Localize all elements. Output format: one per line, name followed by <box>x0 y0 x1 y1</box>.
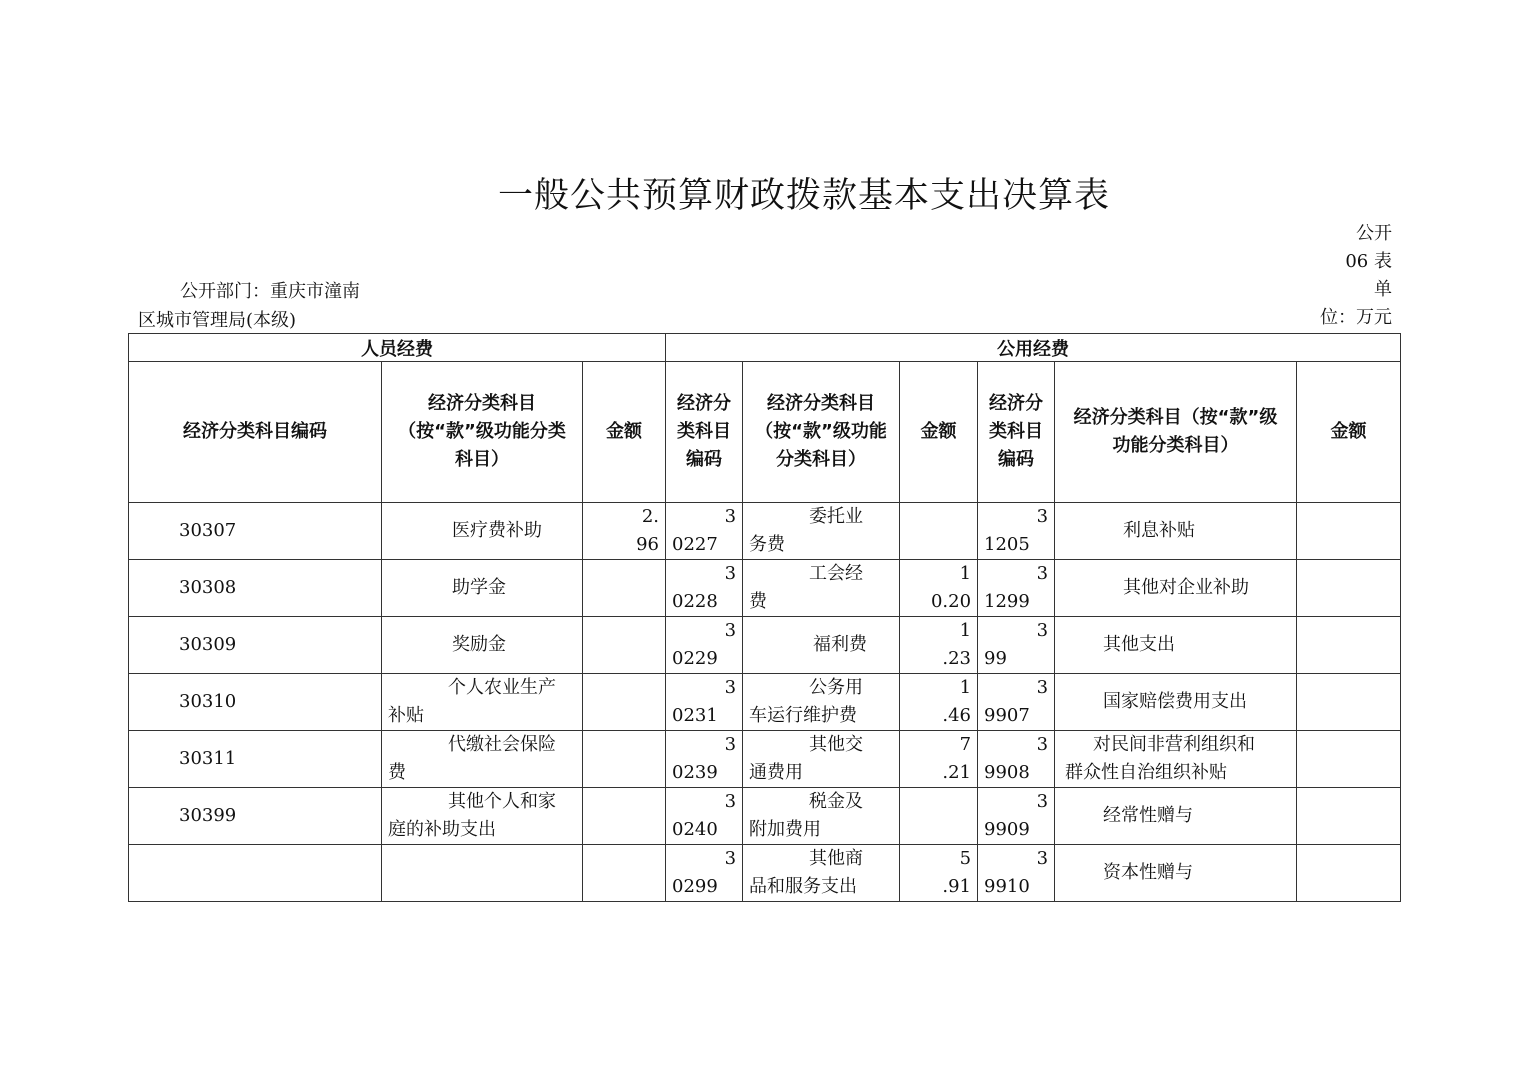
amount-cell: 5 .91 <box>900 845 978 902</box>
form-label-line: 单 <box>1374 279 1392 300</box>
table-row <box>129 617 1401 674</box>
code-cell: 3 1205 <box>978 503 1055 560</box>
table-row <box>129 845 1401 902</box>
group-public: 公用经费 <box>666 334 1401 362</box>
code-cell: 3 9907 <box>978 674 1055 731</box>
department-line1: 公开部门：重庆市潼南 <box>180 281 360 302</box>
group-personnel: 人员经费 <box>129 334 666 362</box>
code-cell: 3 0227 <box>666 503 743 560</box>
code-cell: 30308 <box>129 560 382 617</box>
name-cell: 助学金 <box>382 560 583 617</box>
department-line2: 区城市管理局(本级) <box>138 310 297 331</box>
name-cell: 公务用 车运行维护费 <box>743 674 900 731</box>
header-code: 经济分类科目编码 <box>129 362 382 503</box>
header-amount: 金额 <box>1297 362 1401 503</box>
name-cell: 个人农业生产 补贴 <box>382 674 583 731</box>
code-cell: 3 1299 <box>978 560 1055 617</box>
amount-cell <box>1297 674 1401 731</box>
amount-cell <box>1297 617 1401 674</box>
name-cell: 医疗费补助 <box>382 503 583 560</box>
code-cell: 30399 <box>129 788 382 845</box>
amount-cell: 2. 96 <box>583 503 666 560</box>
form-label-line: 公开 <box>1356 223 1392 244</box>
table-row <box>129 788 1401 845</box>
code-cell <box>129 845 382 902</box>
name-cell: 利息补贴 <box>1055 503 1297 560</box>
code-cell: 30310 <box>129 674 382 731</box>
header-name: 经济分类科目（按“款”级功能分类科目） <box>743 362 900 503</box>
form-label <box>1320 220 1392 332</box>
amount-cell: 7 .21 <box>900 731 978 788</box>
unit-label: 位：万元 <box>1320 307 1392 328</box>
table-row <box>129 503 1401 560</box>
code-cell: 3 0231 <box>666 674 743 731</box>
name-cell: 其他商 品和服务支出 <box>743 845 900 902</box>
name-cell: 奖励金 <box>382 617 583 674</box>
code-cell: 3 0240 <box>666 788 743 845</box>
amount-cell <box>1297 845 1401 902</box>
amount-cell <box>1297 503 1401 560</box>
form-label-line: 06 表 <box>1345 251 1392 272</box>
code-cell: 3 0228 <box>666 560 743 617</box>
code-cell: 3 9910 <box>978 845 1055 902</box>
name-cell: 经常性赠与 <box>1055 788 1297 845</box>
amount-cell <box>583 845 666 902</box>
name-cell <box>382 845 583 902</box>
amount-cell <box>1297 560 1401 617</box>
table-row <box>129 731 1401 788</box>
code-cell: 3 0299 <box>666 845 743 902</box>
name-cell: 代缴社会保险 费 <box>382 731 583 788</box>
name-cell: 税金及 附加费用 <box>743 788 900 845</box>
header-amount: 金额 <box>583 362 666 503</box>
department-label <box>138 277 360 335</box>
name-cell: 其他支出 <box>1055 617 1297 674</box>
amount-cell <box>1297 788 1401 845</box>
code-cell: 30307 <box>129 503 382 560</box>
name-cell: 其他交 通费用 <box>743 731 900 788</box>
header-amount: 金额 <box>900 362 978 503</box>
code-cell: 30309 <box>129 617 382 674</box>
amount-cell: 1 .46 <box>900 674 978 731</box>
header-name: 经济分类科目（按“款”级功能分类科目） <box>1055 362 1297 503</box>
name-cell: 工会经 费 <box>743 560 900 617</box>
name-cell: 资本性赠与 <box>1055 845 1297 902</box>
amount-cell <box>583 731 666 788</box>
table-row <box>129 674 1401 731</box>
header-code: 经济分类科目编码 <box>666 362 743 503</box>
header-name: 经济分类科目（按“款”级功能分类科目） <box>382 362 583 503</box>
amount-cell: 1 .23 <box>900 617 978 674</box>
name-cell: 其他对企业补助 <box>1055 560 1297 617</box>
table-row <box>129 560 1401 617</box>
code-cell: 3 9909 <box>978 788 1055 845</box>
name-cell: 国家赔偿费用支出 <box>1055 674 1297 731</box>
name-cell: 对民间非营利组织和 群众性自治组织补贴 <box>1055 731 1297 788</box>
amount-cell <box>583 560 666 617</box>
amount-cell <box>583 788 666 845</box>
amount-cell <box>900 503 978 560</box>
expenditure-table <box>128 333 1401 902</box>
code-cell: 3 0229 <box>666 617 743 674</box>
header-code: 经济分类科目编码 <box>978 362 1055 503</box>
amount-cell <box>1297 731 1401 788</box>
page-title: 一般公共预算财政拨款基本支出决算表 <box>497 176 1110 216</box>
code-cell: 3 9908 <box>978 731 1055 788</box>
amount-cell <box>583 617 666 674</box>
code-cell: 3 0239 <box>666 731 743 788</box>
amount-cell <box>900 788 978 845</box>
code-cell: 3 99 <box>978 617 1055 674</box>
name-cell: 其他个人和家 庭的补助支出 <box>382 788 583 845</box>
name-cell: 福利费 <box>743 617 900 674</box>
code-cell: 30311 <box>129 731 382 788</box>
amount-cell: 1 0.20 <box>900 560 978 617</box>
amount-cell <box>583 674 666 731</box>
name-cell: 委托业 务费 <box>743 503 900 560</box>
